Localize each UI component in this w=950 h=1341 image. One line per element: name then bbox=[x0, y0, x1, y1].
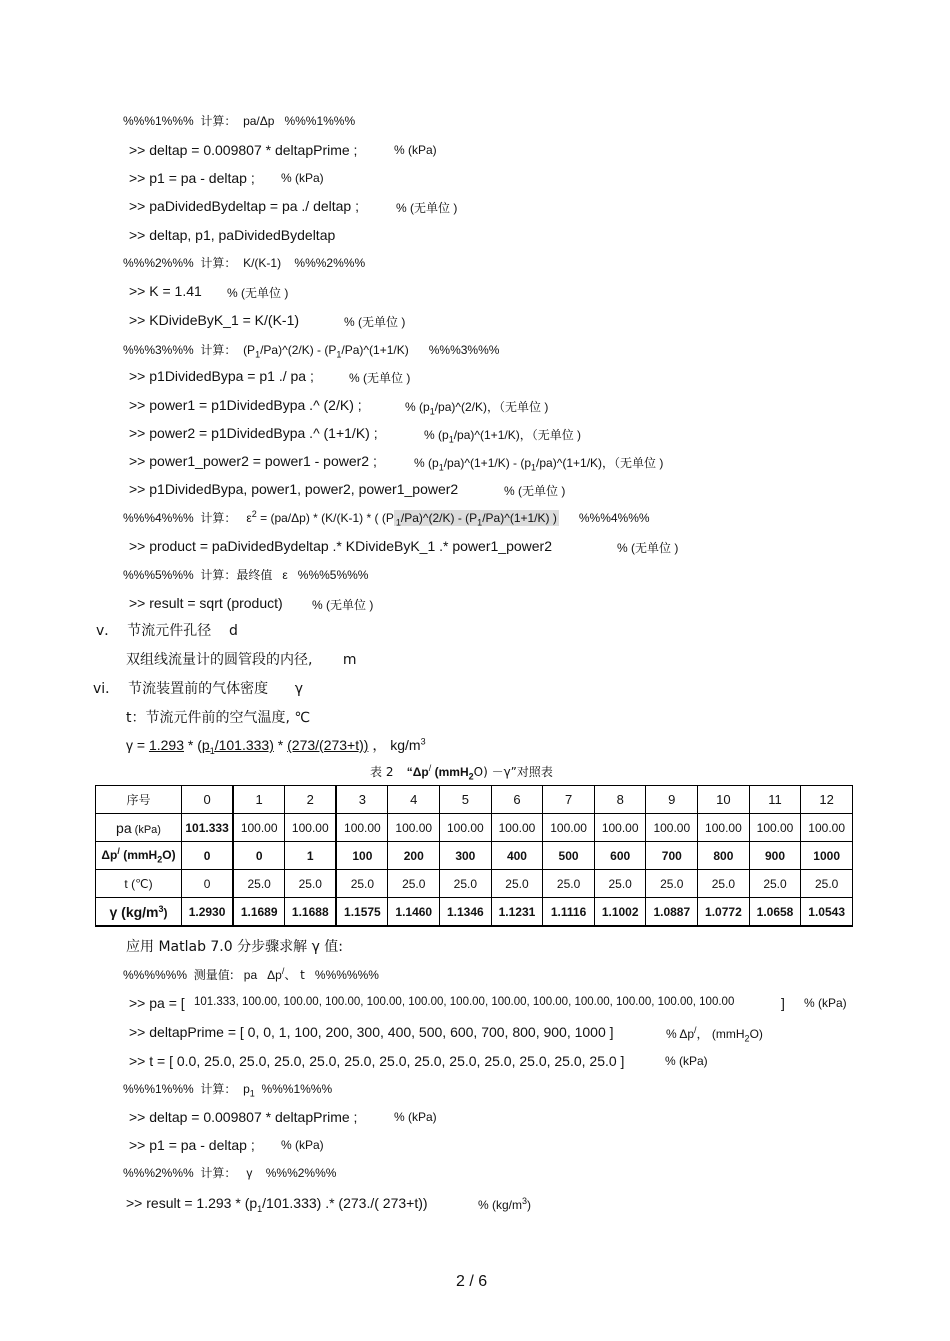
table-caption: 表 2 “Δp/ (mmH$_2$O) －γ”对照表 bbox=[370, 763, 553, 782]
code-comment: % (无单位 ) bbox=[227, 286, 289, 300]
table-cell-gamma: 1.1116 bbox=[543, 898, 595, 927]
code-line: >> p1DividedBypa, power1, power2, power1_power2 bbox=[129, 481, 459, 497]
code-line: >> K = 1.41 bbox=[129, 283, 202, 299]
table-cell-pa: 101.333 bbox=[182, 814, 234, 842]
table-cell-dp: 600 bbox=[594, 842, 646, 870]
table-row-dp bbox=[96, 842, 853, 870]
code-line: >> power1 = p1DividedBypa .^ (2/K) ; bbox=[129, 397, 362, 413]
table-cell-t: 25.0 bbox=[285, 870, 337, 898]
table-cell-t: 25.0 bbox=[698, 870, 750, 898]
table-row-t bbox=[96, 870, 853, 898]
table-cell-gamma: 1.0658 bbox=[749, 898, 801, 927]
table-cell-pa: 100.00 bbox=[646, 814, 698, 842]
table-cell-pa: 100.00 bbox=[233, 814, 285, 842]
code-comment: % (kPa) bbox=[394, 1110, 437, 1124]
table-cell-t: 25.0 bbox=[646, 870, 698, 898]
row-label-t: t (℃) bbox=[96, 870, 182, 898]
table-cell-gamma: 1.0772 bbox=[698, 898, 750, 927]
code-comment: % (kPa) bbox=[804, 996, 847, 1010]
table-cell-dp: 0 bbox=[233, 842, 285, 870]
table-cell-seq: 6 bbox=[491, 786, 543, 814]
code-comment: % $(p_1/pa)\^{}(1+1/K)$，（无单位 ) bbox=[424, 428, 582, 445]
data-table bbox=[95, 785, 853, 927]
table-cell-seq: 3 bbox=[336, 786, 388, 814]
code-line: >> p1 = pa - deltap ; bbox=[129, 1137, 255, 1153]
code-line: >> t = [ 0.0, 25.0, 25.0, 25.0, 25.0, 25.0, 25.0, 25.0, 25.0, 25.0, 25.0, 25.0, 25.0 ] bbox=[129, 1053, 625, 1069]
table-cell-t: 25.0 bbox=[801, 870, 853, 898]
table-cell-seq: 8 bbox=[594, 786, 646, 814]
table-cell-dp: 100 bbox=[336, 842, 388, 870]
table-cell-dp: 300 bbox=[440, 842, 492, 870]
table-cell-seq: 9 bbox=[646, 786, 698, 814]
table-cell-dp: 200 bbox=[388, 842, 440, 870]
table-cell-t: 25.0 bbox=[336, 870, 388, 898]
code-comment: % $(p_1/pa)\^{}(1+1/K)$ - $(p_1/pa)\^{}(1+1/K)$，（无单位 ) bbox=[414, 456, 664, 473]
code-comment: % Δp/， (mmH$_2$O) bbox=[666, 1025, 763, 1044]
table-row-seq bbox=[96, 786, 853, 814]
section-header-1: %%%1%%% 计算： pa/Δp %%%1%%% bbox=[123, 114, 356, 128]
section-header-p1: %%%1%%% 计算： $p_1$ %%%1%%% bbox=[123, 1082, 333, 1099]
row-label-pa: pa (kPa) bbox=[96, 814, 182, 842]
highlighted-expression: $_1$/Pa)^(2/K) - $(P_1/Pa)\^{}(1+1/K)$ ) bbox=[395, 511, 557, 528]
page-number: 2 / 6 bbox=[456, 1273, 488, 1290]
code-line: >> product = paDividedBydeltap .* KDivideByK_1 .* power1_power2 bbox=[129, 538, 552, 554]
table-cell-dp: 1 bbox=[285, 842, 337, 870]
table-cell-t: 25.0 bbox=[440, 870, 492, 898]
code-comment: % (无单位 ) bbox=[344, 315, 406, 329]
item-vi-heading: vi． 节流装置前的气体密度 γ bbox=[93, 681, 304, 697]
table-cell-seq: 0 bbox=[182, 786, 234, 814]
table-cell-pa: 100.00 bbox=[594, 814, 646, 842]
section-header-3: %%%3%%% 计算： $(P_1/Pa)\^{}(2/K)$ - $(P_1/Pa)\^{}(1+1/K)$ %%%3%%% bbox=[123, 343, 500, 360]
table-cell-seq: 2 bbox=[285, 786, 337, 814]
code-line: >> paDividedBydeltap = pa ./ deltap ; bbox=[129, 198, 359, 214]
table-cell-pa: 100.00 bbox=[388, 814, 440, 842]
item-v-description: 双组线流量计的圆管段的内径, m bbox=[126, 652, 357, 668]
section-header-2: %%%2%%% 计算： K/(K-1) %%%2%%% bbox=[123, 256, 366, 270]
table-cell-t: 25.0 bbox=[749, 870, 801, 898]
code-line: >> deltapPrime = [ 0, 0, 1, 100, 200, 300, 400, 500, 600, 700, 800, 900, 1000 ] bbox=[129, 1024, 614, 1040]
code-line: >> KDivideByK_1 = K/(K-1) bbox=[129, 312, 300, 328]
table-cell-pa: 100.00 bbox=[285, 814, 337, 842]
table-cell-t: 25.0 bbox=[233, 870, 285, 898]
code-comment: % $(kg/m^3)$ bbox=[478, 1196, 532, 1212]
row-label-dp: Δp/ (mmH$_2$O) bbox=[96, 842, 182, 870]
row-label-gamma: γ $(kg/m^3)$ bbox=[96, 898, 182, 927]
table-cell-dp: 400 bbox=[491, 842, 543, 870]
code-comment: % $(p_1/pa)\^{}(2/K)$，（无单位 ) bbox=[405, 400, 549, 417]
table-cell-seq: 12 bbox=[801, 786, 853, 814]
table-cell-pa: 100.00 bbox=[440, 814, 492, 842]
code-comment: % (无单位 ) bbox=[349, 371, 411, 385]
item-vi-description: t：节流元件前的空气温度, ℃ bbox=[126, 710, 311, 726]
code-line: >> deltap = 0.009807 * deltapPrime ; bbox=[129, 142, 358, 158]
apply-matlab-text: 应用 Matlab 7.0 分步骤求解 γ 值: bbox=[126, 939, 344, 955]
table-cell-pa: 100.00 bbox=[698, 814, 750, 842]
code-line: >> result = sqrt (product) bbox=[129, 595, 283, 611]
table-cell-gamma: 1.1688 bbox=[285, 898, 337, 927]
table-cell-dp: 800 bbox=[698, 842, 750, 870]
code-comment: % (kPa) bbox=[281, 1138, 324, 1152]
section-header-5: %%%5%%% 计算：最终值 ε %%%5%%% bbox=[123, 568, 369, 582]
table-cell-dp: 1000 bbox=[801, 842, 853, 870]
table-cell-gamma: 1.0543 bbox=[801, 898, 853, 927]
table-cell-gamma: 1.1346 bbox=[440, 898, 492, 927]
table-cell-gamma: 1.1575 bbox=[336, 898, 388, 927]
code-line: >> result = $1.293 * (p_1/101.333)$ .* (273./( 273+t)) bbox=[126, 1195, 428, 1214]
pa-values: 101.333, 100.00, 100.00, 100.00, 100.00, 100.00, 100.00, 100.00, 100.00, 100.00, 100.00, 100.00, 100.00 bbox=[194, 996, 735, 1008]
code-comment: % (无单位 ) bbox=[396, 201, 458, 215]
code-line: >> p1 = pa - deltap ; bbox=[129, 170, 255, 186]
table-cell-gamma: 1.2930 bbox=[182, 898, 234, 927]
code-comment: % (无单位 ) bbox=[617, 541, 679, 555]
table-cell-dp: 700 bbox=[646, 842, 698, 870]
table-cell-t: 25.0 bbox=[491, 870, 543, 898]
table-cell-seq: 1 bbox=[233, 786, 285, 814]
code-comment: % (kPa) bbox=[394, 143, 437, 157]
section-header-4: %%%4%%% 计算： $\varepsilon^2 = (pa/\Delta p) * (K/(K-1)$ * ( (P $_1$/Pa)^(2/K) - $(P_1/Pa)\^{}(1+1/K)$ ) %%%4%%% bbox=[123, 509, 650, 528]
table-cell-t: 25.0 bbox=[543, 870, 595, 898]
table-cell-gamma: 1.1002 bbox=[594, 898, 646, 927]
pa-close-bracket: ] bbox=[781, 995, 785, 1011]
table-cell-seq: 4 bbox=[388, 786, 440, 814]
item-v-heading: v． 节流元件孔径 d bbox=[96, 623, 238, 639]
table-cell-dp: 0 bbox=[182, 842, 234, 870]
code-line: >> deltap = 0.009807 * deltapPrime ; bbox=[129, 1109, 358, 1125]
table-cell-pa: 100.00 bbox=[749, 814, 801, 842]
code-comment: % (无单位 ) bbox=[312, 598, 374, 612]
table-row-gamma bbox=[96, 898, 853, 927]
table-cell-seq: 10 bbox=[698, 786, 750, 814]
table-cell-t: 25.0 bbox=[594, 870, 646, 898]
gamma-formula: $\gamma = 1.293 * (p_1/101.333) * (273/(273+t))$ ， $kg/m^3$ bbox=[126, 736, 426, 756]
table-cell-pa: 100.00 bbox=[336, 814, 388, 842]
table-cell-t: 0 bbox=[182, 870, 234, 898]
table-cell-gamma: 1.1689 bbox=[233, 898, 285, 927]
table-cell-pa: 100.00 bbox=[801, 814, 853, 842]
row-label-seq: 序号 bbox=[96, 786, 182, 814]
table-cell-dp: 900 bbox=[749, 842, 801, 870]
code-comment: % (kPa) bbox=[281, 171, 324, 185]
table-cell-pa: 100.00 bbox=[543, 814, 595, 842]
table-cell-dp: 500 bbox=[543, 842, 595, 870]
code-comment: % (kPa) bbox=[665, 1054, 708, 1068]
code-line: >> deltap, p1, paDividedBydeltap bbox=[129, 227, 336, 243]
table-cell-gamma: 1.0887 bbox=[646, 898, 698, 927]
table-cell-gamma: 1.1460 bbox=[388, 898, 440, 927]
table-cell-t: 25.0 bbox=[388, 870, 440, 898]
section-header-measure: %%%%%% 测量值: pa Δp/、 t %%%%%% bbox=[123, 966, 379, 982]
code-line: >> pa = [ bbox=[129, 995, 185, 1011]
code-line: >> power2 = p1DividedBypa .^ (1+1/K) ; bbox=[129, 425, 378, 441]
table-cell-seq: 11 bbox=[749, 786, 801, 814]
section-header-gamma: %%%2%%% 计算： γ %%%2%%% bbox=[123, 1166, 337, 1180]
code-line: >> power1_power2 = power1 - power2 ; bbox=[129, 453, 377, 469]
table-row-pa bbox=[96, 814, 853, 842]
table-cell-pa: 100.00 bbox=[491, 814, 543, 842]
table-cell-seq: 5 bbox=[440, 786, 492, 814]
code-line: >> p1DividedBypa = p1 ./ pa ; bbox=[129, 368, 314, 384]
table-cell-gamma: 1.1231 bbox=[491, 898, 543, 927]
table-cell-seq: 7 bbox=[543, 786, 595, 814]
code-comment: % (无单位 ) bbox=[504, 484, 566, 498]
